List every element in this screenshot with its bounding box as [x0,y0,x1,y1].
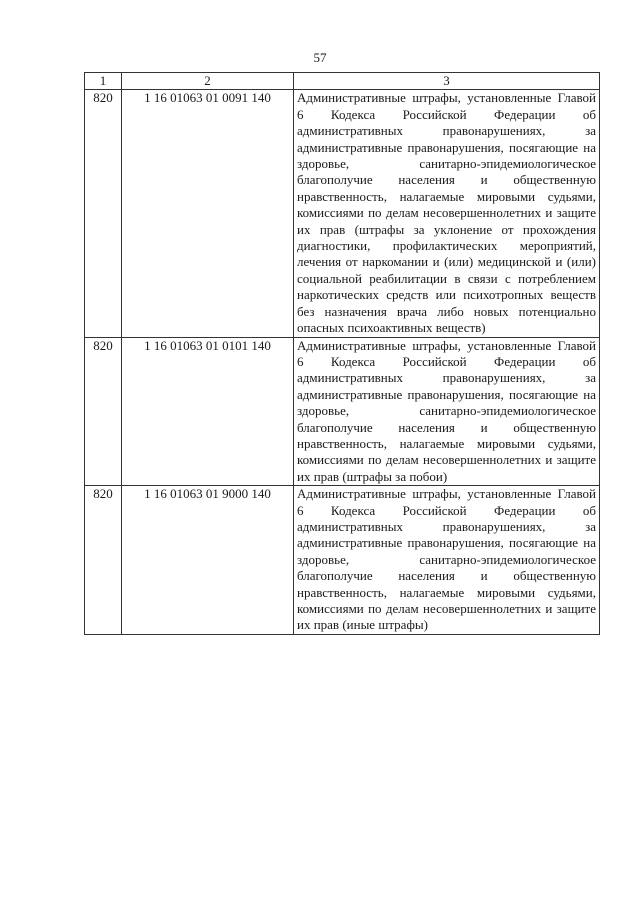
description-cell: Административные штрафы, установленные Главой 6 Кодекса Российской Федерации об административных правонарушениях, за административные правонарушения, посягающие на здоровье, санитарно-эпидемиологическое благополучие населения и общественную нравственность, налагаемые мировыми судьями, комиссиями по делам несовершеннолетних и защите их прав (штрафы за побои) [294,337,600,486]
table-row [85,90,600,337]
page-number: 57 [313,50,327,65]
table-row [85,486,600,635]
admin-code-cell: 820 [85,486,122,635]
column-header-3: 3 [294,73,600,90]
column-header-2: 2 [122,73,294,90]
admin-code-cell: 820 [85,337,122,486]
budget-classification-table [84,72,600,635]
description-cell: Административные штрафы, установленные Главой 6 Кодекса Российской Федерации об административных правонарушениях, за административные правонарушения, посягающие на здоровье, санитарно-эпидемиологическое благополучие населения и общественную нравственность, налагаемые мировыми судьями, комиссиями по делам несовершеннолетних и защите их прав (иные штрафы) [294,486,600,635]
header-row [85,73,600,90]
admin-code-cell: 820 [85,90,122,337]
kbk-code-cell: 1 16 01063 01 0091 140 [122,90,294,337]
table-row [85,337,600,486]
kbk-code-cell: 1 16 01063 01 0101 140 [122,337,294,486]
description-cell: Административные штрафы, установленные Главой 6 Кодекса Российской Федерации об административных правонарушениях, за административные правонарушения, посягающие на здоровье, санитарно-эпидемиологическое благополучие населения и общественную нравственность, налагаемые мировыми судьями, комиссиями по делам несовершеннолетних и защите их прав (штрафы за уклонение от прохождения диагностики, профилактических мероприятий, лечения от наркомании и (или) медицинской и (или) социальной реабилитации в связи с потреблением наркотических средств или психотропных веществ без назначения врача либо новых потенциально опасных психоактивных веществ) [294,90,600,337]
kbk-code-cell: 1 16 01063 01 9000 140 [122,486,294,635]
column-header-1: 1 [85,73,122,90]
